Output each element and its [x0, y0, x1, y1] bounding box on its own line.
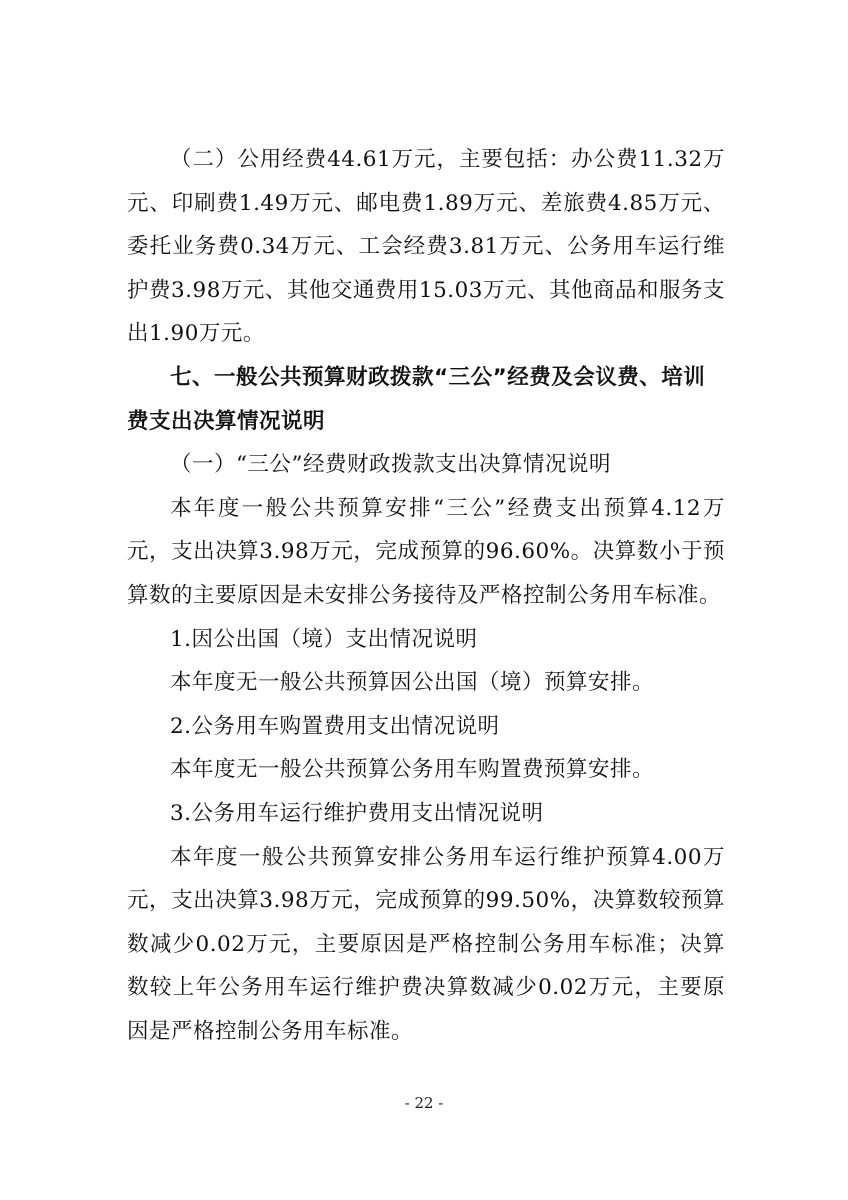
section-heading-seven: 七、一般公共预算财政拨款“三公”经费及会议费、培训费支出决算情况说明 [127, 364, 706, 434]
paragraph-vehicle-purchase: 本年度无一般公共预算公务用车购置费预算安排。 [170, 757, 655, 783]
subheading-overseas: 1.因公出国（境）支出情况说明 [170, 626, 478, 652]
subheading-vehicle-purchase: 2.公务用车购置费用支出情况说明 [170, 713, 500, 739]
paragraph-vehicle-maintenance: 本年度一般公共预算安排公务用车运行维护预算4.00万元，支出决算3.98万元，完成预算的99.50%，决算数较预算数减少0.02万元，主要原因是严格控制公务用车标准；决算数较上年公务用车运行维护费决算数减少0.02万元，主要原因是严格控制公务用车标准。 [127, 844, 725, 1044]
subheading-three-public: （一）“三公”经费财政拨款支出决算情况说明 [170, 452, 611, 478]
page-number: - 22 - [404, 1094, 444, 1112]
document-body [127, 138, 725, 1053]
paragraph-overseas: 本年度无一般公共预算因公出国（境）预算安排。 [170, 670, 655, 696]
paragraph-three-public-budget: 本年度一般公共预算安排“三公”经费支出预算4.12万元，支出决算3.98万元，完成预算的96.60%。决算数小于预算数的主要原因是未安排公务接待及严格控制公务用车标准。 [127, 495, 725, 608]
paragraph-public-expenses: （二）公用经费44.61万元，主要包括：办公费11.32万元、印刷费1.49万元、邮电费1.89万元、差旅费4.85万元、委托业务费0.34万元、工会经费3.81万元、公务用车运行维护费3.98万元、其他交通费用15.03万元、其他商品和服务支出1.90万元。 [127, 147, 725, 347]
subheading-vehicle-maintenance: 3.公务用车运行维护费用支出情况说明 [170, 800, 544, 826]
